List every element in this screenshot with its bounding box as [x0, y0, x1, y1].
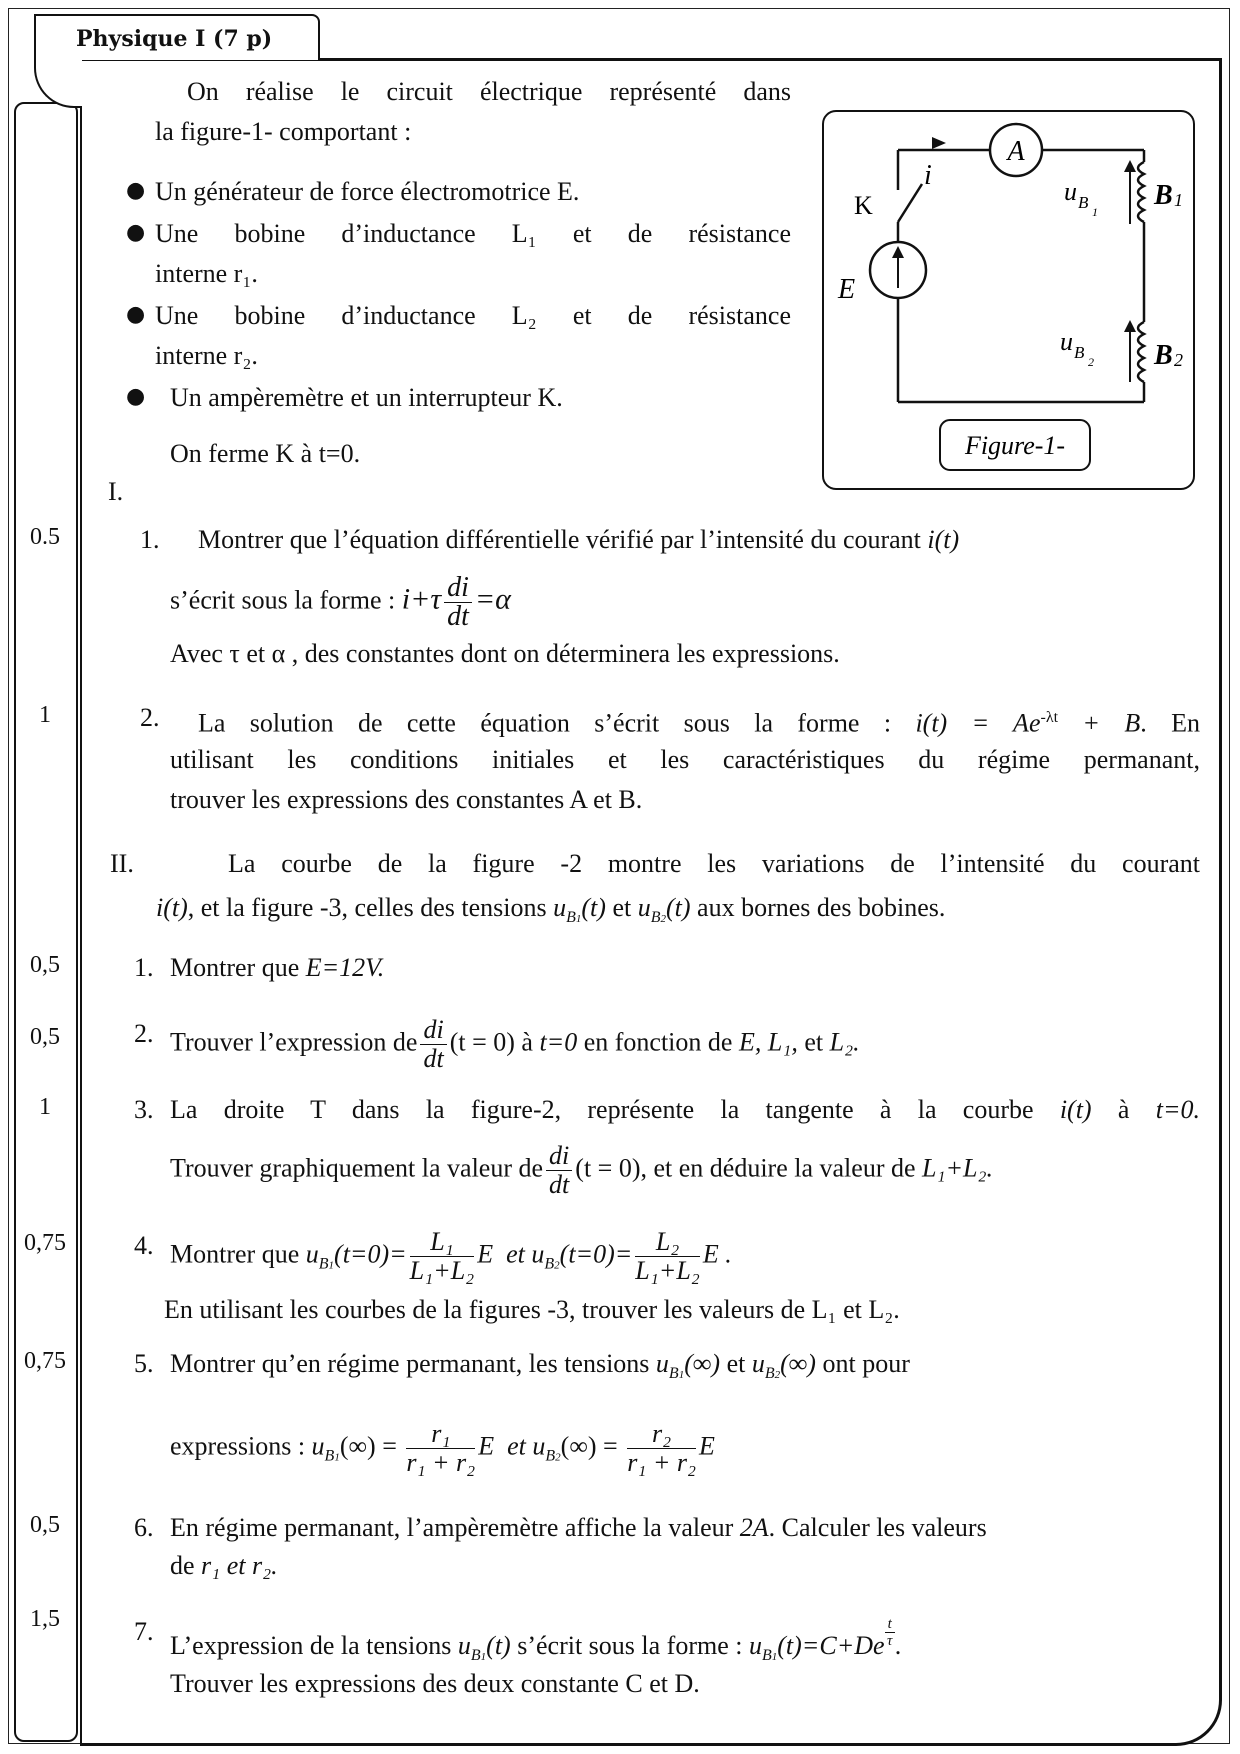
part-II-label: II.: [110, 849, 134, 878]
q-II-4-line-2: En utilisant les courbes de la figures -3, trouver les valeurs de L₁ et L₂.: [164, 1295, 900, 1324]
q-II-3-line-2: Trouver graphiquement la valeur de $\frac{di}{dt}$ (t = 0), et en déduire la valeur de L₁+L₂.: [170, 1141, 994, 1199]
q-II-5-line-1: Montrer qu’en régime permanant, les tensions $u_{B1}(\infty)$ et $u_{B2}(\infty)$ ont pour: [170, 1349, 910, 1383]
q-I-1-num: 1.: [140, 525, 160, 554]
mark-II-1: 0,5: [30, 952, 60, 978]
q-I-2-num: 2.: [140, 703, 160, 732]
mark-II-3: 1: [39, 1094, 51, 1120]
coil2-sub: 2: [1174, 350, 1183, 370]
generator-label: E: [838, 274, 856, 305]
switch-label: K: [854, 191, 873, 220]
current-label: i: [924, 160, 932, 191]
coil2-label: B: [1154, 340, 1173, 371]
part-I-label: I.: [108, 477, 124, 506]
q-I-1-line-3: Avec τ et α , des constantes dont on déterminera les expressions.: [170, 639, 840, 668]
mark-II-6: 0,5: [30, 1512, 60, 1538]
bullet-dot: ●: [126, 384, 146, 409]
u-subsub: 2: [1088, 355, 1094, 369]
bullet-dot: ●: [126, 178, 146, 203]
u-label: u: [1064, 177, 1077, 206]
q-II-3-line-1: La droite T dans la figure-2, représente la tangente à la courbe i(t) à t=0.: [170, 1095, 1201, 1124]
q-I-2-line-2: utilisant les conditions initiales et les caractéristiques du régime permanant,: [170, 745, 1200, 774]
mark-I-1: 0.5: [30, 524, 60, 550]
bullet-2-line-2: interne r₁.: [155, 259, 258, 288]
marks-column: [14, 102, 78, 1742]
q-I-1-line-1: Montrer que l’équation différentielle vérifié par l’intensité du courant i(t): [198, 525, 960, 554]
intro-line-1: On réalise le circuit électrique représenté dans: [187, 77, 791, 106]
q-II-5-num: 5.: [134, 1349, 154, 1378]
part-II-intro-1: La courbe de la figure -2 montre les variations de l’intensité du courant: [228, 849, 1200, 878]
q-I-1-line-2: s’écrit sous la forme : i+τ $\frac{di}{dt}$ =α: [170, 572, 511, 632]
q-II-1-text: Montrer que E=12V.: [170, 953, 385, 982]
bullet-3-line-1: Une bobine d’inductance L₂ et de résistance: [155, 301, 791, 330]
q-I-2-line-1: La solution de cette équation s’écrit sous la forme : $i(t) = Ae^{-\lambda t} + B$. En: [198, 708, 1200, 738]
q-II-3-num: 3.: [134, 1095, 154, 1124]
bullet-2-line-1: Une bobine d’inductance L₁ et de résistance: [155, 219, 791, 248]
q-II-1-num: 1.: [134, 953, 154, 982]
figure-caption: Figure-1-: [964, 431, 1066, 460]
current-arrow: [932, 137, 946, 149]
q-II-6-line-2: de r₁ et r₂.: [170, 1551, 278, 1580]
q-I-2-line-3: trouver les expressions des constantes A et B.: [170, 785, 643, 814]
bullet-1: Un générateur de force électromotrice E.: [155, 177, 580, 206]
bullet-dot: ●: [126, 220, 146, 245]
q-II-2-num: 2.: [134, 1019, 154, 1048]
bullet-dot: ●: [126, 302, 146, 327]
u-sub: B: [1074, 343, 1085, 362]
q-II-7-line-1: L’expression de la tensions $u_{B1}(t)$ s’écrit sous la forme : $u_{B1}(t)=C+De$ $^{\frac{t}{\tau}}$ .: [170, 1616, 902, 1665]
q-II-6-num: 6.: [134, 1513, 154, 1542]
u-subsub: 1: [1092, 205, 1098, 219]
circuit-diagram: [824, 112, 1192, 488]
mark-II-7: 1,5: [30, 1606, 60, 1632]
q-II-7-line-2: Trouver les expressions des deux constante C et D.: [170, 1669, 700, 1698]
q-II-4-num: 4.: [134, 1231, 154, 1260]
ammeter-label: A: [1007, 136, 1025, 167]
u-label: u: [1060, 327, 1073, 356]
q-II-4-line-1: Montrer que $u_{B1}(t=0)=$ $\frac{\text{L₁}}{\text{L₁+L₂}}$ E et $u_{B2}(t=0)=$ $\frac{\text{L₂}}{\text{L₁+L₂}}$ E .: [170, 1227, 732, 1285]
part-II-intro-2: i(t), et la figure -3, celles des tensions $u_{B1}(t)$ et $u_{B2}(t)$ aux bornes des bobines.: [156, 893, 946, 927]
q-II-7-num: 7.: [134, 1617, 154, 1646]
mark-II-4: 0,75: [24, 1230, 66, 1256]
mark-I-2: 1: [39, 702, 51, 728]
u-sub: B: [1078, 193, 1089, 212]
bullet-4: Un ampèremètre et un interrupteur K.: [170, 383, 563, 412]
figure-1-box: [822, 110, 1195, 490]
bullet-3-line-2: interne r₂.: [155, 341, 258, 370]
intro-line-2: la figure-1- comportant :: [155, 117, 412, 146]
intro-closing: On ferme K à t=0.: [170, 439, 361, 468]
mark-II-2: 0,5: [30, 1024, 60, 1050]
q-II-5-line-2: expressions : $u_{B1}(\infty)$ = $\frac{\text{r₁}}{\text{r₁ + r₂}}$ E et $u_{B2}(\infty)$ = $\frac{\text{r₂}}{\text{r₁ + r₂}}$ E: [170, 1419, 715, 1477]
mark-II-5: 0,75: [24, 1348, 66, 1374]
q-II-6-line-1: En régime permanant, l’ampèremètre affiche la valeur 2A. Calculer les valeurs: [170, 1513, 987, 1542]
coil1-sub: 1: [1174, 190, 1183, 210]
coil1-label: B: [1154, 180, 1173, 211]
exercise-title: Physique I (7 p): [34, 14, 320, 60]
q-II-2-text: Trouver l’expression de $\frac{di}{dt}$ (t = 0) à t=0 en fonction de E, L₁, et L₂.: [170, 1015, 860, 1073]
